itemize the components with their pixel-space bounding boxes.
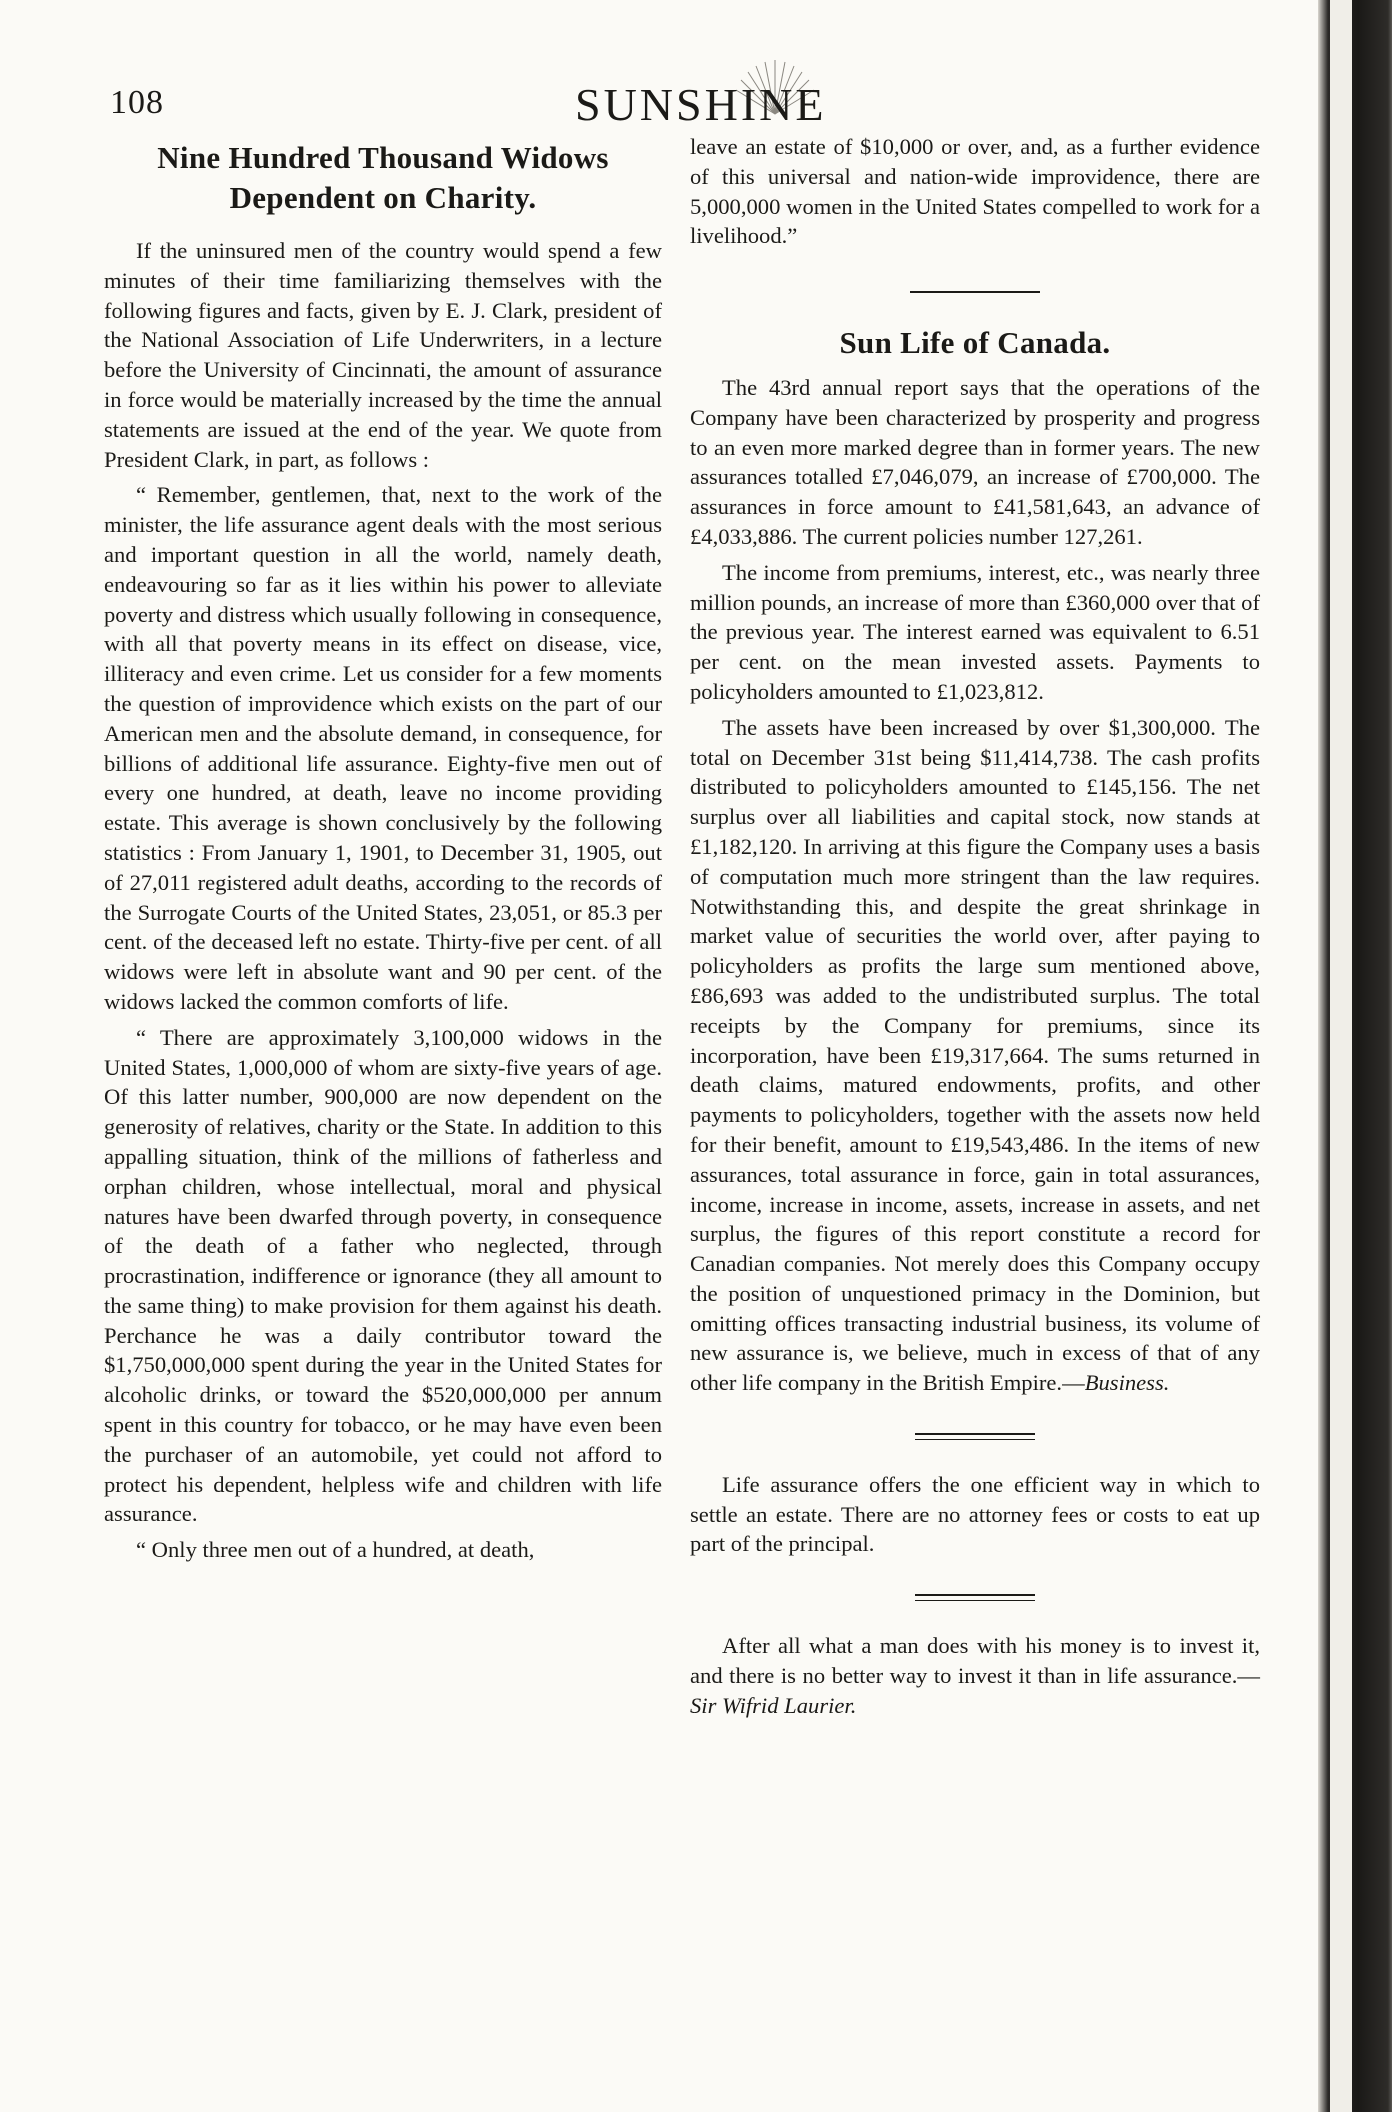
article-paragraph: “ Only three men out of a hundred, at death, [136,1537,535,1563]
page-header [110,78,1290,138]
section-divider [690,1418,1260,1448]
article-paragraph: If the uninsured men of the country would spend a few minutes of their time familiarizing themselves with the following figures and facts, given by E. J. Clark, president of the National Association of Life Underwriters, in a lecture before the University of Cincinnati, the amount of assurance in force would be materially increased by the time the annual statements are issued at the end of the year. We quote from President Clark, in part, as follows : [104,238,662,472]
section-divider [690,1579,1260,1609]
masthead-title: SUNSHINE [575,79,827,130]
right-column [690,132,1260,1720]
note-paragraph [690,1631,1260,1720]
paragraph-text: The assets have been increased by over $1,300,000. The total on December 31st being $11,414,738. The cash profits distributed to policyholders amounted to £145,156. The net surplus over all liabilities and capital stock, now stands at £1,182,120. In arriving at this figure the Company uses a basis of computation much more stringent than the law requires. Notwithstanding this, and despite the great shrinkage in market value of securities the world over, after paying to policyholders as profits the large sum mentioned above, £86,693 was added to the undistributed surplus. The total receipts by the Company for premiums, since its incorporation, have been £19,317,664. The sums returned in death claims, matured endowments, profits, and other payments to policyholders, together with the assets now held for their benefit, amount to £19,543,486. In the items of new assurances, total assurance in force, gain in total assurances, income, increase in income, assets, increase in assets, and net surplus, the figures of this report constitute a record for Canadian companies. Not merely does this Company occupy the position of unquestioned primacy in the Dominion, but omitting offices transacting industrial business, its volume of new assurance is, we believe, much in excess of that of any other life company in the British Empire.— [690,714,1260,1396]
article-continuation: leave an estate of $10,000 or over, and, as a further evidence of this universal and nation-wide improvidence, there are 5,000,000 women in the United States compelled to work for a livelihood.” [690,134,1260,249]
quote-text: After all what a man does with his money is to invest it, and there is no better way to invest it than in life assurance.— [690,1633,1260,1688]
left-column [104,138,662,1565]
article-paragraph: The 43rd annual report says that the operations of the Company have been characterized by prosperity and progress to an even more marked degree than in former years. The new assurances totalled £7,046,079, an increase of £700,000. The assurances in force amount to £41,581,643, an advance of £4,033,886. The current policies number 127,261. [690,374,1260,549]
article-paragraph: “ There are approximately 3,100,000 widows in the United States, 1,000,000 of whom are sixty-five years of age. Of this latter number, 900,000 are now dependent on the generosity of relatives, charity or the State. In addition to this appalling situation, think of the millions of fatherless and orphan children, whose intellectual, moral and physical natures have been dwarfed through poverty, in consequence of the death of a father who neglected, through procrastination, indifference or ignorance (they all amount to the same thing) to make provision for them against his death. Perchance he was a daily contributor toward the $1,750,000,000 spent during the year in the United States for alcoholic drinks, or toward the $520,000,000 per annum spent in this country for tobacco, or he may have even been the purchaser of an automobile, yet could not afford to protect his dependent, helpless wife and children with life assurance. [104,1024,662,1527]
article-paragraph: “ Remember, gentlemen, that, next to the work of the minister, the life assurance agent deals with the most serious and important question in all the world, namely death, endeavouring so far as it lies within his power to alleviate poverty and distress which usually following in consequence, with all that poverty means in its effect on disease, vice, illiteracy and even crime. Let us consider for a few moments the question of improvidence which exists on the part of our American men and the absolute demand, in consequence, for billions of additional life assurance. Eighty-five men out of every one hundred, at death, leave no income providing estate. This average is shown conclusively by the following statistics : From January 1, 1901, to December 31, 1905, out of 27,011 registered adult deaths, according to the records of the Surrogate Courts of the United States, 23,051, or 85.3 per cent. of the deceased left no estate. Thirty-five per cent. of all widows were left in absolute want and 90 per cent. of the widows lacked the common comforts of life. [104,482,662,1014]
article-title-widows: Nine Hundred Thousand Widows Dependent on Charity. [157,140,609,215]
source-credit: Business. [1084,1370,1170,1396]
article-title-sun-life: Sun Life of Canada. [839,324,1111,360]
section-divider [690,271,1260,301]
article-paragraph: The income from premiums, interest, etc., was nearly three million pounds, an increase of more than £360,000 over that of the previous year. The interest earned was equivalent to 6.51 per cent. on the mean invested assets. Payments to policyholders amounted to £1,023,812. [690,559,1260,704]
note-paragraph: Life assurance offers the one efficient way in which to settle an estate. There are no attorney fees or costs to eat up part of the principal. [690,1471,1260,1557]
page-number: 108 [110,84,164,121]
quote-attribution: Sir Wifrid Laurier. [690,1692,857,1718]
next-page-edge [1330,0,1352,2112]
article-paragraph [690,713,1260,1398]
